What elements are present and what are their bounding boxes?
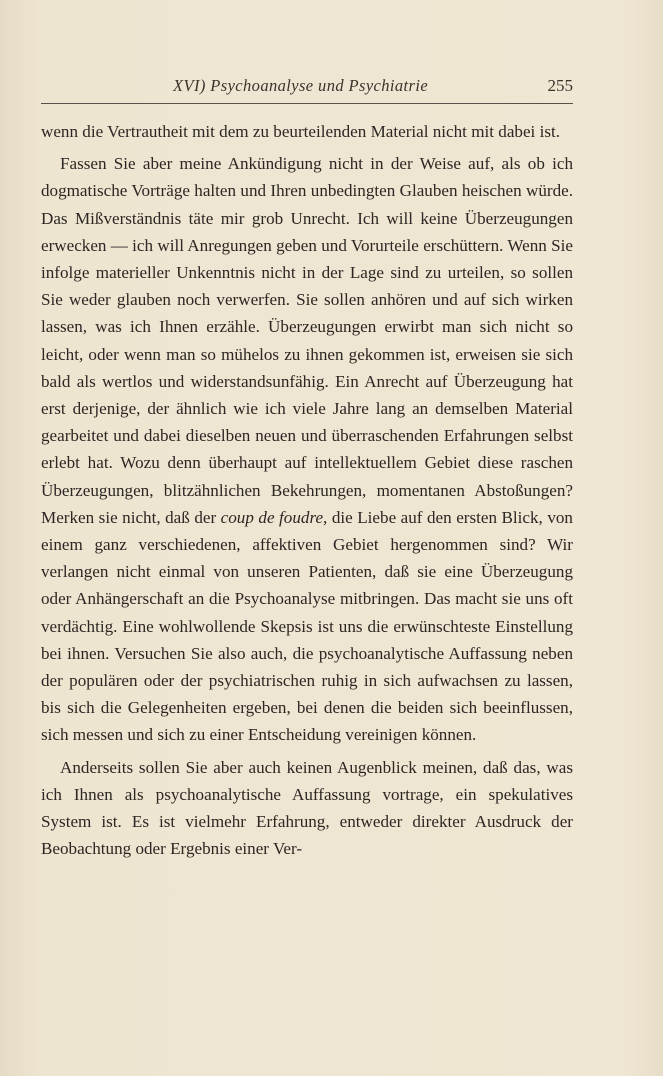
paragraph-2-part-1: Fassen Sie aber meine Ankündigung nicht in der Weise auf, als ob ich dogmatische Vorträge halten und Ihren unbedingten Glauben heischen würde. Das Mißverständnis täte mir grob Unrecht. Ich will keine Überzeugungen erwecken — ich will Anregungen geben und Vorurteile erschüttern. Wenn Sie infolge materieller Unkenntnis nicht in der Lage sind zu urteilen, so sollen Sie weder glauben noch verwerfen. Sie sollen anhören und auf sich wirken lassen, was ich Ihnen erzähle. Überzeugungen erwirbt man sich nicht so leicht, oder wenn man so mühelos zu ihnen gekommen ist, erweisen sie sich bald als wertlos und widerstandsunfähig. Ein Anrecht auf Überzeugung hat erst derjenige, der ähnlich wie ich viele Jahre lang an demselben Material gearbeitet und dabei dieselben neuen und überraschenden Erfahrungen selbst erlebt hat. Wozu denn überhaupt auf intellektuellem Gebiet diese raschen Überzeugungen, blitzähnlichen Bekehrungen, momentanen Abstoßungen? Merken sie nicht, daß der — [41, 154, 573, 527]
header-rule — [41, 103, 573, 104]
page-number: 255 — [547, 76, 573, 95]
paragraph-3: Anderseits sollen Sie aber auch keinen Augenblick meinen, daß das, was ich Ihnen als psychoanalytische Auffassung vortrage, ein spekulatives System ist. Es ist vielmehr Erfahrung, entweder direkter Ausdruck der Beobachtung oder Ergebnis einer Ver- — [41, 757, 573, 859]
paragraph-2-part-2: die Liebe auf den ersten Blick, von einem ganz verschiedenen, affektiven Gebiet hergenommen sind? Wir verlangen nicht einmal von unseren Patienten, daß sie eine Überzeugung oder Anhängerschaft an die Psychoanalyse mitbringen. Das macht sie uns oft verdächtig. Eine wohlwollende Skepsis ist uns die erwünschteste Einstellung bei ihnen. Versuchen Sie also auch, die psychoanalytische Auffassung neben der populären oder der psychiatrischen ruhig in sich aufwachsen zu lassen, bis sich die Gelegenheiten ergeben, bei denen die beiden sich beeinflussen, sich messen und sich zu einer Entscheidung vereinigen können. — [41, 507, 573, 745]
running-title: XVI) Psychoanalyse und Psychiatrie — [173, 76, 429, 95]
page-header — [41, 76, 573, 100]
body-text — [41, 118, 573, 862]
italic-phrase: coup de foudre, — [220, 507, 328, 527]
paragraph-2 — [41, 150, 573, 748]
paragraph-1: wenn die Vertrautheit mit dem zu beurteilenden Material nicht mit dabei ist. — [41, 122, 560, 141]
